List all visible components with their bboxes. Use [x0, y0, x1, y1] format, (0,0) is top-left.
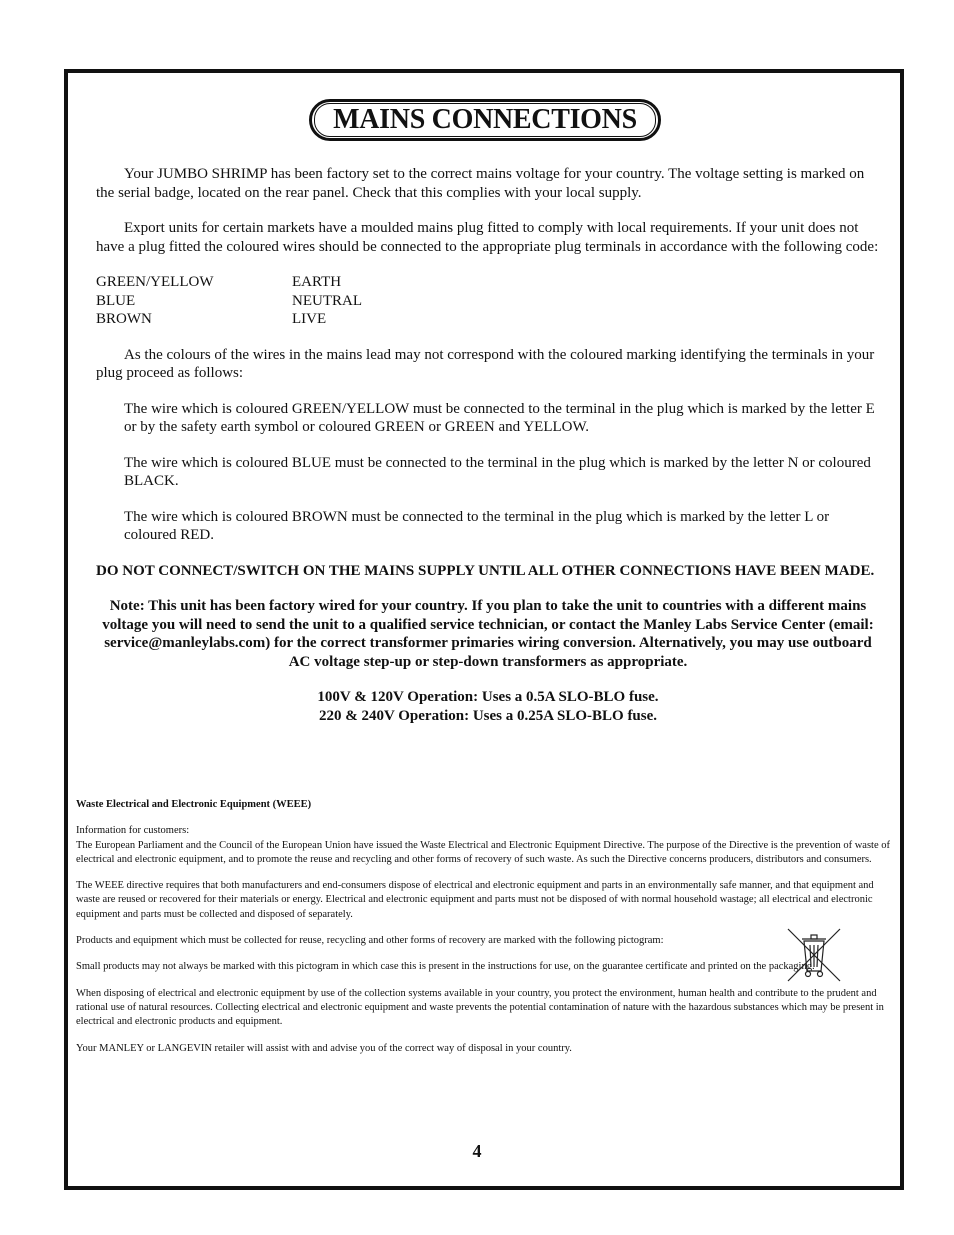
fuse-rating-1: 100V & 120V Operation: Uses a 0.5A SLO-BLO fuse. [317, 689, 659, 705]
intro-paragraph-1: Your JUMBO SHRIMP has been factory set to the correct mains voltage for your country. The voltage setting is marked on the serial badge, located on the rear panel. Check that this complies with your local supply. [96, 166, 865, 201]
page-title: MAINS CONNECTIONS [333, 104, 637, 135]
wire-rule-neutral: The wire which is coloured BLUE must be connected to the terminal in the plug which is marked by the letter N or coloured BLACK. [124, 454, 871, 489]
title-badge [309, 99, 661, 141]
warning-text: DO NOT CONNECT/SWITCH ON THE MAINS SUPPLY UNTIL ALL OTHER CONNECTIONS HAVE BEEN MADE. [96, 562, 875, 579]
page-number: 4 [472, 1141, 482, 1161]
weee-paragraph: Small products may not always be marked with this pictogram in which case this is present in the instructions for use, on the guarantee certificate and printed on the packaging. [76, 961, 815, 973]
weee-paragraph: Products and equipment which must be collected for reuse, recycling and other forms of recovery are marked with the following pictogram: [76, 935, 664, 947]
weee-paragraph: The European Parliament and the Council of the European Union have issued the Waste Electrical and Electronic Equipment Directive. The purpose of the Directive is the prevention of waste of electrical and electronic equipment, and to promote the reuse and recycling and other forms of recovery of such waste. As such the Directive concerns producers, distributors and consumers. [76, 839, 890, 865]
wire-code-row [96, 292, 880, 311]
wire-rule-earth: The wire which is coloured GREEN/YELLOW must be connected to the terminal in the plug which is marked by the letter E or by the safety earth symbol or coloured GREEN or GREEN and YELLOW. [124, 400, 875, 435]
fuse-rating-2: 220 & 240V Operation: Uses a 0.25A SLO-BLO fuse. [318, 707, 658, 724]
wire-rule-live: The wire which is coloured BROWN must be connected to the terminal in the plug which is marked by the letter L or coloured RED. [124, 508, 830, 543]
crossed-bin-icon [784, 925, 844, 985]
wire-code-row [96, 310, 880, 329]
wire-colour: BLUE [96, 292, 136, 309]
wire-colour: GREEN/YELLOW [96, 274, 214, 290]
voltage-note: Note: This unit has been factory wired for your country. If you plan to take the unit to countries with a different mains voltage you will need to send the unit to a qualified service technician, or contact the Manley Labs Service Center (email: service@manleylabs.com) for the correct transformer primaries wiring conversion. Alternatively, you may use outboard AC voltage step-up or step-down transformers as appropriate. [102, 598, 874, 670]
wire-terminal: LIVE [292, 311, 327, 327]
title-inner-border [314, 103, 656, 137]
colours-note: As the colours of the wires in the mains lead may not correspond with the coloured marking identifying the terminals in your plug proceed as follows: [96, 346, 875, 381]
wire-terminal: NEUTRAL [292, 292, 362, 309]
weee-info-label: Information for customers: [76, 825, 190, 837]
weee-paragraph: Your MANLEY or LANGEVIN retailer will assist with and advise you of the correct way of disposal in your country. [76, 1042, 572, 1054]
weee-paragraph: The WEEE directive requires that both manufacturers and end-consumers dispose of electrical and electronic equipment and parts in an environmentally safe manner, and that equipment and waste are reused or recovered for their materials or energy. Electrical and electronic equipment and parts must not be disposed of with normal household wastage; all electrical and electronic equipment and parts must be collected and disposed of separately. [76, 880, 874, 920]
weee-section [76, 798, 896, 1056]
wire-code-table [96, 273, 880, 329]
wire-colour: BROWN [96, 311, 152, 327]
wire-terminal: EARTH [292, 274, 342, 290]
main-content [96, 165, 880, 725]
wire-code-row [96, 273, 880, 292]
weee-title: Waste Electrical and Electronic Equipment (WEEE) [76, 799, 312, 810]
weee-paragraph: When disposing of electrical and electronic equipment by use of the collection systems available in your country, you protect the environment, human health and contribute to the prudent and rational use of natural resources. Collecting electrical and electronic equipment and waste prevents the potential contamination of nature with the hazardous substances which may be present in electrical and electronic products and equipment. [76, 987, 884, 1028]
intro-paragraph-2: Export units for certain markets have a moulded mains plug fitted to comply with local requirements. If your unit does not have a plug fitted the coloured wires should be connected to the appropriate plug terminals in accordance with the following code: [96, 220, 879, 255]
